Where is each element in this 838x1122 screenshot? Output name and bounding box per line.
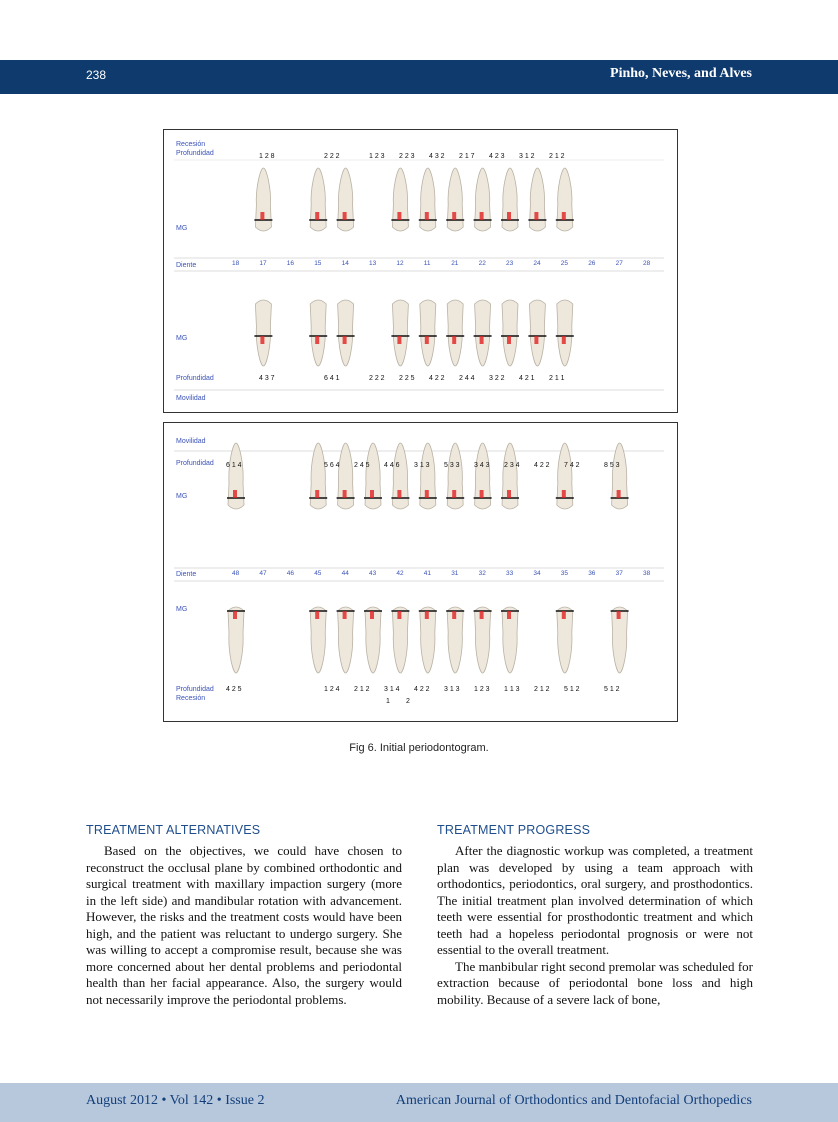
probing-bar-top bbox=[370, 490, 374, 498]
tooth bbox=[337, 168, 355, 366]
tooth-upper-shape bbox=[557, 168, 573, 231]
tooth-number-label: 23 bbox=[506, 260, 514, 267]
lower-label-recession: Recesión bbox=[176, 695, 206, 702]
depth-value-bottom: 2 1 2 bbox=[354, 686, 370, 693]
tooth-upper-shape bbox=[502, 168, 518, 231]
tooth bbox=[474, 443, 492, 673]
tooth-upper-shape bbox=[392, 443, 408, 509]
probing-bar-top bbox=[397, 490, 401, 498]
depth-value-bottom: 1 2 3 bbox=[474, 686, 490, 693]
tooth-lower-shape bbox=[310, 300, 326, 366]
lower-chart-svg bbox=[164, 423, 677, 721]
depth-value-top: 4 3 2 bbox=[429, 153, 445, 160]
tooth-upper-shape bbox=[502, 443, 518, 509]
right-column bbox=[437, 823, 753, 1008]
probing-bar-bottom bbox=[617, 611, 621, 619]
depth-value-top: 2 2 2 bbox=[324, 153, 340, 160]
probing-bar-top bbox=[260, 212, 264, 220]
probing-bar-top bbox=[452, 212, 456, 220]
tooth bbox=[227, 443, 245, 673]
tooth-number-label: 21 bbox=[451, 260, 459, 267]
tooth-upper-shape bbox=[557, 443, 573, 509]
tooth bbox=[419, 443, 437, 673]
lower-label-mg-top: MG bbox=[176, 493, 188, 500]
depth-value-bottom: 3 1 3 bbox=[444, 686, 460, 693]
probing-bar-top bbox=[534, 212, 538, 220]
depth-value-top: 4 4 6 bbox=[384, 462, 400, 469]
tooth bbox=[501, 443, 519, 673]
probing-bar-bottom bbox=[315, 611, 319, 619]
footer-journal: American Journal of Orthodontics and Dentofacial Orthopedics bbox=[395, 1093, 752, 1108]
upper-periodontogram bbox=[163, 129, 678, 413]
tooth bbox=[611, 443, 629, 673]
tooth-number-label: 33 bbox=[506, 570, 514, 577]
lower-teeth-group bbox=[227, 443, 629, 673]
probing-bar-top bbox=[425, 490, 429, 498]
probing-bar-top bbox=[233, 490, 237, 498]
depth-value-bottom: 1 2 4 bbox=[324, 686, 340, 693]
probing-bar-top bbox=[343, 490, 347, 498]
tooth-number-label: 22 bbox=[478, 260, 486, 267]
tooth-lower-shape bbox=[255, 300, 271, 366]
lower-label-teeth: Diente bbox=[176, 571, 197, 578]
depth-value-top: 3 1 3 bbox=[414, 462, 430, 469]
depth-value-top: 2 1 2 bbox=[549, 153, 565, 160]
lower-label-mobility: Movilidad bbox=[176, 438, 206, 445]
depth-value-top: 2 1 7 bbox=[459, 153, 475, 160]
page-footer bbox=[0, 1083, 838, 1122]
tooth-number-label: 18 bbox=[232, 260, 240, 267]
probing-bar-top bbox=[315, 490, 319, 498]
depth-value-bottom: 5 1 2 bbox=[604, 686, 620, 693]
tooth-number-label: 38 bbox=[643, 570, 651, 577]
tooth-lower-shape bbox=[502, 300, 518, 366]
tooth bbox=[309, 443, 327, 673]
tooth-upper-shape bbox=[338, 168, 354, 231]
tooth bbox=[446, 443, 464, 673]
probing-bar-bottom bbox=[260, 336, 264, 344]
tooth-number-label: 26 bbox=[588, 260, 596, 267]
upper-chart-svg bbox=[164, 130, 677, 412]
tooth-number-label: 32 bbox=[478, 570, 486, 577]
page-header bbox=[0, 60, 838, 94]
probing-bar-top bbox=[480, 212, 484, 220]
tooth-lower-shape bbox=[392, 300, 408, 366]
depth-value-bottom: 2 2 2 bbox=[369, 375, 385, 382]
probing-bar-bottom bbox=[370, 611, 374, 619]
probing-bar-bottom bbox=[562, 611, 566, 619]
probing-bar-bottom bbox=[452, 336, 456, 344]
tooth-upper-shape bbox=[365, 443, 381, 509]
tooth-number-label: 13 bbox=[369, 260, 377, 267]
tooth-number-label: 44 bbox=[341, 570, 349, 577]
label-depth-top: Profundidad bbox=[176, 150, 214, 157]
tooth-upper-shape bbox=[475, 168, 491, 231]
paragraph-progress-2: The manbibular right second premolar was scheduled for extraction because of periodontal bone loss and high mobility. Because of a severe lack of bone, bbox=[437, 958, 753, 1007]
probing-bar-bottom bbox=[343, 611, 347, 619]
lower-label-depth-top: Profundidad bbox=[176, 460, 214, 467]
tooth-number-label: 15 bbox=[314, 260, 322, 267]
paragraph-alternatives: Based on the objectives, we could have chosen to reconstruct the occlusal plane by combined orthodontic and surgical treatment with maxillary impaction surgery (more in the left side) and mandibular rotation with advancement. However, the risks and the treatment costs would have been high, and the patient was reluctant to undergo surgery. She was willing to accept a compromise result, because she was more concerned about her dental problems and periodontal health than her facial appearance. Also, the surgery would not necessarily improve the periodontal problems. bbox=[86, 843, 402, 1007]
tooth bbox=[556, 443, 574, 673]
depth-value-top: 7 4 2 bbox=[564, 462, 580, 469]
tooth-number-label: 11 bbox=[423, 260, 431, 267]
tooth-number-label: 48 bbox=[232, 570, 240, 577]
probing-bar-bottom bbox=[452, 611, 456, 619]
tooth bbox=[337, 443, 355, 673]
depth-value-bottom: 1 1 3 bbox=[504, 686, 520, 693]
tooth-number-label: 34 bbox=[533, 570, 541, 577]
depth-value-bottom: 4 2 2 bbox=[414, 686, 430, 693]
depth-value-top: 1 2 3 bbox=[369, 153, 385, 160]
tooth-lower-shape bbox=[557, 300, 573, 366]
probing-bar-bottom bbox=[233, 611, 237, 619]
depth-value-top: 5 6 4 bbox=[324, 462, 340, 469]
probing-bar-top bbox=[480, 490, 484, 498]
tooth bbox=[391, 168, 409, 366]
tooth-upper-shape bbox=[392, 168, 408, 231]
lower-label-mg-bottom: MG bbox=[176, 606, 188, 613]
depth-value-top: 1 2 8 bbox=[259, 153, 275, 160]
label-mobility: Movilidad bbox=[176, 395, 206, 402]
depth-value-bottom: 4 2 2 bbox=[429, 375, 445, 382]
depth-value-bottom: 3 2 2 bbox=[489, 375, 505, 382]
probing-bar-top bbox=[617, 490, 621, 498]
tooth-number-label: 41 bbox=[423, 570, 432, 577]
label-teeth: Diente bbox=[176, 262, 197, 269]
depth-value-bottom: 2 2 5 bbox=[399, 375, 415, 382]
probing-bar-top bbox=[507, 212, 511, 220]
tooth-upper-shape bbox=[420, 443, 436, 509]
upper-depth-bottom-values bbox=[259, 375, 565, 382]
depth-value-bottom: 2 1 2 bbox=[534, 686, 550, 693]
tooth-number-label: 45 bbox=[314, 570, 322, 577]
tooth bbox=[528, 168, 546, 366]
upper-depth-top-values bbox=[259, 153, 565, 160]
tooth-upper-shape bbox=[447, 168, 463, 231]
tooth bbox=[556, 168, 574, 366]
lower-periodontogram bbox=[163, 422, 678, 722]
tooth-number-label: 17 bbox=[259, 260, 267, 267]
tooth-upper-shape bbox=[255, 168, 271, 231]
tooth bbox=[364, 443, 382, 673]
label-depth-bottom: Profundidad bbox=[176, 375, 214, 382]
left-column bbox=[86, 823, 402, 1008]
recession-value-2: 2 bbox=[406, 698, 410, 705]
depth-value-top: 6 1 4 bbox=[226, 462, 242, 469]
section-heading-progress: TREATMENT PROGRESS bbox=[437, 823, 591, 837]
depth-value-top: 2 3 4 bbox=[504, 462, 520, 469]
section-heading-alternatives: TREATMENT ALTERNATIVES bbox=[86, 823, 261, 837]
tooth-upper-shape bbox=[612, 443, 628, 509]
probing-bar-bottom bbox=[480, 611, 484, 619]
probing-bar-bottom bbox=[562, 336, 566, 344]
depth-value-top: 4 2 2 bbox=[534, 462, 550, 469]
tooth-number-label: 42 bbox=[396, 570, 404, 577]
probing-bar-bottom bbox=[425, 336, 429, 344]
tooth bbox=[309, 168, 327, 366]
probing-bar-top bbox=[452, 490, 456, 498]
tooth-upper-shape bbox=[529, 168, 545, 231]
tooth-upper-shape bbox=[447, 443, 463, 509]
probing-bar-bottom bbox=[507, 336, 511, 344]
probing-bar-top bbox=[562, 490, 566, 498]
tooth bbox=[419, 168, 437, 366]
page-number: 238 bbox=[86, 68, 107, 82]
tooth-number-label: 37 bbox=[615, 570, 623, 577]
depth-value-bottom: 3 1 4 bbox=[384, 686, 400, 693]
tooth-number-label: 46 bbox=[286, 570, 295, 577]
probing-bar-bottom bbox=[315, 336, 319, 344]
depth-value-top: 5 3 3 bbox=[444, 462, 460, 469]
probing-bar-bottom bbox=[534, 336, 538, 344]
tooth-number-label: 36 bbox=[588, 570, 596, 577]
depth-value-bottom: 5 1 2 bbox=[564, 686, 580, 693]
tooth-number-label: 25 bbox=[560, 260, 569, 267]
tooth-number-label: 35 bbox=[560, 570, 569, 577]
tooth-lower-shape bbox=[420, 300, 436, 366]
depth-value-top: 2 2 3 bbox=[399, 153, 415, 160]
tooth-upper-shape bbox=[228, 443, 244, 509]
label-mg-top: MG bbox=[176, 225, 188, 232]
probing-bar-bottom bbox=[480, 336, 484, 344]
label-mg-bottom: MG bbox=[176, 335, 188, 342]
tooth-number-label: 31 bbox=[451, 570, 459, 577]
tooth bbox=[446, 168, 464, 366]
probing-bar-top bbox=[425, 212, 429, 220]
probing-bar-top bbox=[562, 212, 566, 220]
probing-bar-top bbox=[507, 490, 511, 498]
probing-bar-bottom bbox=[397, 336, 401, 344]
tooth-number-label: 16 bbox=[286, 260, 295, 267]
lower-tooth-numbers bbox=[232, 570, 651, 577]
figure-caption: Fig 6. Initial periodontogram. bbox=[349, 742, 489, 754]
tooth-upper-shape bbox=[310, 443, 326, 509]
depth-value-bottom: 2 1 1 bbox=[549, 375, 565, 382]
upper-tooth-numbers bbox=[232, 260, 651, 267]
depth-value-bottom: 6 4 1 bbox=[324, 375, 340, 382]
depth-value-top: 3 1 2 bbox=[519, 153, 535, 160]
tooth-number-label: 43 bbox=[369, 570, 377, 577]
lower-depth-bottom-values bbox=[226, 686, 620, 693]
tooth-number-label: 47 bbox=[259, 570, 267, 577]
depth-value-top: 8 5 3 bbox=[604, 462, 620, 469]
lower-label-depth-bottom: Profundidad bbox=[176, 686, 214, 693]
tooth-number-label: 24 bbox=[533, 260, 541, 267]
tooth-upper-shape bbox=[310, 168, 326, 231]
probing-bar-top bbox=[315, 212, 319, 220]
running-authors: Pinho, Neves, and Alves bbox=[610, 66, 752, 81]
tooth-number-label: 27 bbox=[615, 260, 623, 267]
tooth-lower-shape bbox=[447, 300, 463, 366]
paragraph-progress-1: After the diagnostic workup was completed, a treatment plan was developed by using a team approach with orthodontics, periodontics, oral surgery, and prosthodontics. The initial treatment plan involved determination of which teeth were essential for prosthodontic treatment and which teeth had a hopeless periodontal prognosis or were not essential to the overall treatment. bbox=[437, 843, 753, 957]
tooth-lower-shape bbox=[338, 300, 354, 366]
probing-bar-top bbox=[397, 212, 401, 220]
probing-bar-bottom bbox=[425, 611, 429, 619]
tooth bbox=[501, 168, 519, 366]
tooth-lower-shape bbox=[529, 300, 545, 366]
probing-bar-bottom bbox=[507, 611, 511, 619]
label-recession: Recesión bbox=[176, 141, 206, 148]
tooth bbox=[254, 168, 272, 366]
tooth bbox=[474, 168, 492, 366]
depth-value-top: 2 4 5 bbox=[354, 462, 370, 469]
probing-bar-bottom bbox=[343, 336, 347, 344]
depth-value-top: 4 2 3 bbox=[489, 153, 505, 160]
tooth-upper-shape bbox=[338, 443, 354, 509]
tooth-number-label: 12 bbox=[396, 260, 404, 267]
tooth-number-label: 28 bbox=[643, 260, 651, 267]
tooth-upper-shape bbox=[475, 443, 491, 509]
probing-bar-bottom bbox=[397, 611, 401, 619]
tooth-upper-shape bbox=[420, 168, 436, 231]
depth-value-top: 3 4 3 bbox=[474, 462, 490, 469]
probing-bar-top bbox=[343, 212, 347, 220]
tooth-lower-shape bbox=[475, 300, 491, 366]
depth-value-bottom: 2 4 4 bbox=[459, 375, 475, 382]
depth-value-bottom: 4 3 7 bbox=[259, 375, 275, 382]
tooth-number-label: 14 bbox=[341, 260, 349, 267]
tooth bbox=[391, 443, 409, 673]
depth-value-bottom: 4 2 5 bbox=[226, 686, 242, 693]
recession-value-1: 1 bbox=[386, 698, 390, 705]
footer-issue: August 2012 • Vol 142 • Issue 2 bbox=[86, 1093, 265, 1108]
upper-teeth-group bbox=[254, 168, 573, 366]
depth-value-bottom: 4 2 1 bbox=[519, 375, 535, 382]
